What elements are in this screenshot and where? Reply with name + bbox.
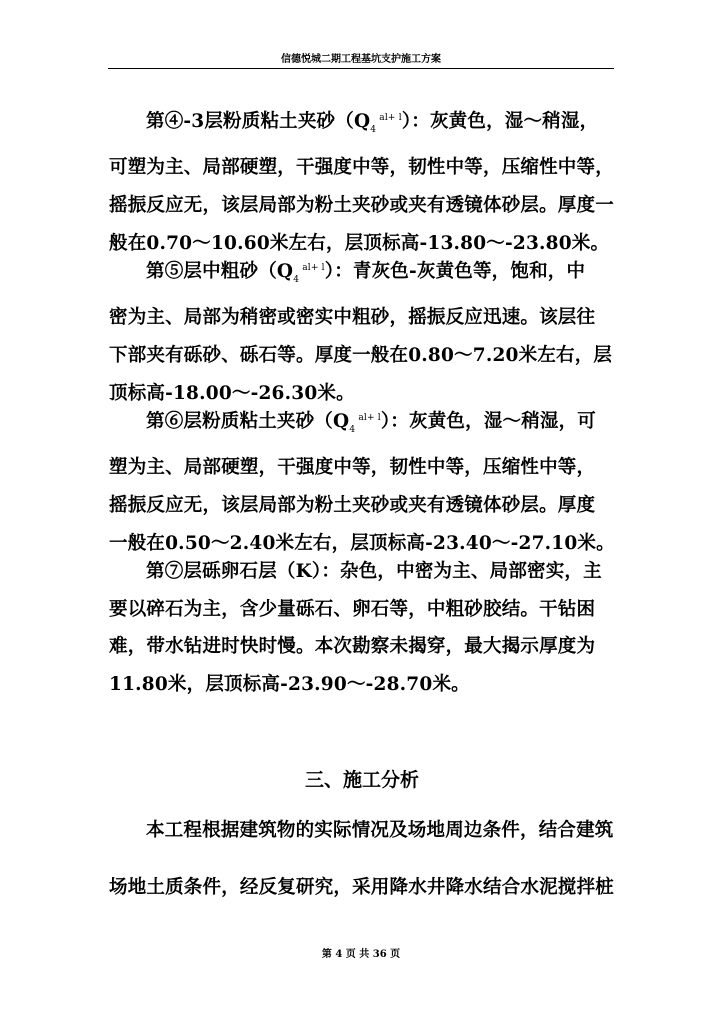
text-line: 场地土质条件，经反复研究，采用降水井降水结合水泥搅拌桩 (109, 877, 614, 898)
text-line: 第④-3层粉质粘土夹砂（$Q_4$ $^{al+ l}$）：灰黄色，湿～稍湿， (146, 111, 599, 135)
paragraph-layer-4-3 (109, 100, 617, 262)
text-line: 第⑤层中粗砂（$Q_4$ $^{al+ l}$）：青灰色-灰黄色等，饱和，中 (146, 261, 586, 285)
text-line: 密为主、局部为稍密或密实中粗砂，摇振反应迅速。该层往 (109, 307, 596, 329)
text-line: 顶标高-18.00～-26.30米。 (109, 382, 355, 404)
text-line: 本工程根据建筑物的实际情况及场地周边条件，结合建筑 (146, 820, 614, 841)
text-line: 难，带水钻进时快时慢。本次勘察未揭穿，最大揭示厚度为 (109, 636, 596, 658)
text-line: 一般在0.50～2.40米左右，层顶标高-23.40～-27.10米。 (109, 532, 615, 554)
text-line: 摇振反应无，该层局部为粉土夹砂或夹有透镜体砂层。厚度 (109, 495, 596, 517)
text-line: 塑为主、局部硬塑，干强度中等，韧性中等，压缩性中等， (109, 457, 596, 479)
paragraph-layer-7 (109, 553, 617, 703)
text-line: 下部夹有砾砂、砾石等。厚度一般在0.80～7.20米左右，层 (109, 345, 613, 367)
text-line: 11.80米，层顶标高-23.90～-28.70米。 (109, 673, 470, 695)
page-header-title: 信德悦城二期工程基坑支护施工方案 (281, 54, 441, 65)
paragraph-layer-6 (109, 400, 617, 562)
text-line: 第⑥层粉质粘土夹砂（$Q_4$ $^{al+ l}$）：灰黄色，湿～稍湿，可 (146, 411, 597, 435)
text-line: 要以碎石为主，含少量砾石、卵石等，中粗砂胶结。干钻困 (109, 598, 596, 620)
paragraph-layer-5 (109, 250, 617, 412)
text-line: 摇振反应无，该层局部为粉土夹砂或夹有透镜体砂层。厚度一 (109, 195, 614, 217)
text-line: 第⑦层砾卵石层（K）：杂色，中密为主、局部密实，主 (146, 561, 602, 582)
section-heading: 三、施工分析 (304, 769, 419, 791)
text-line: 可塑为主、局部硬塑，干强度中等，韧性中等，压缩性中等， (109, 157, 614, 179)
page-footer-number: 第 4 页 共 36 页 (321, 949, 401, 960)
text-line: 般在0.70～10.60米左右，层顶标高-13.80～-23.80米。 (109, 232, 610, 254)
paragraph-construction-analysis-cont (109, 869, 617, 907)
header-rule (108, 68, 614, 69)
paragraph-construction-analysis (109, 812, 617, 850)
